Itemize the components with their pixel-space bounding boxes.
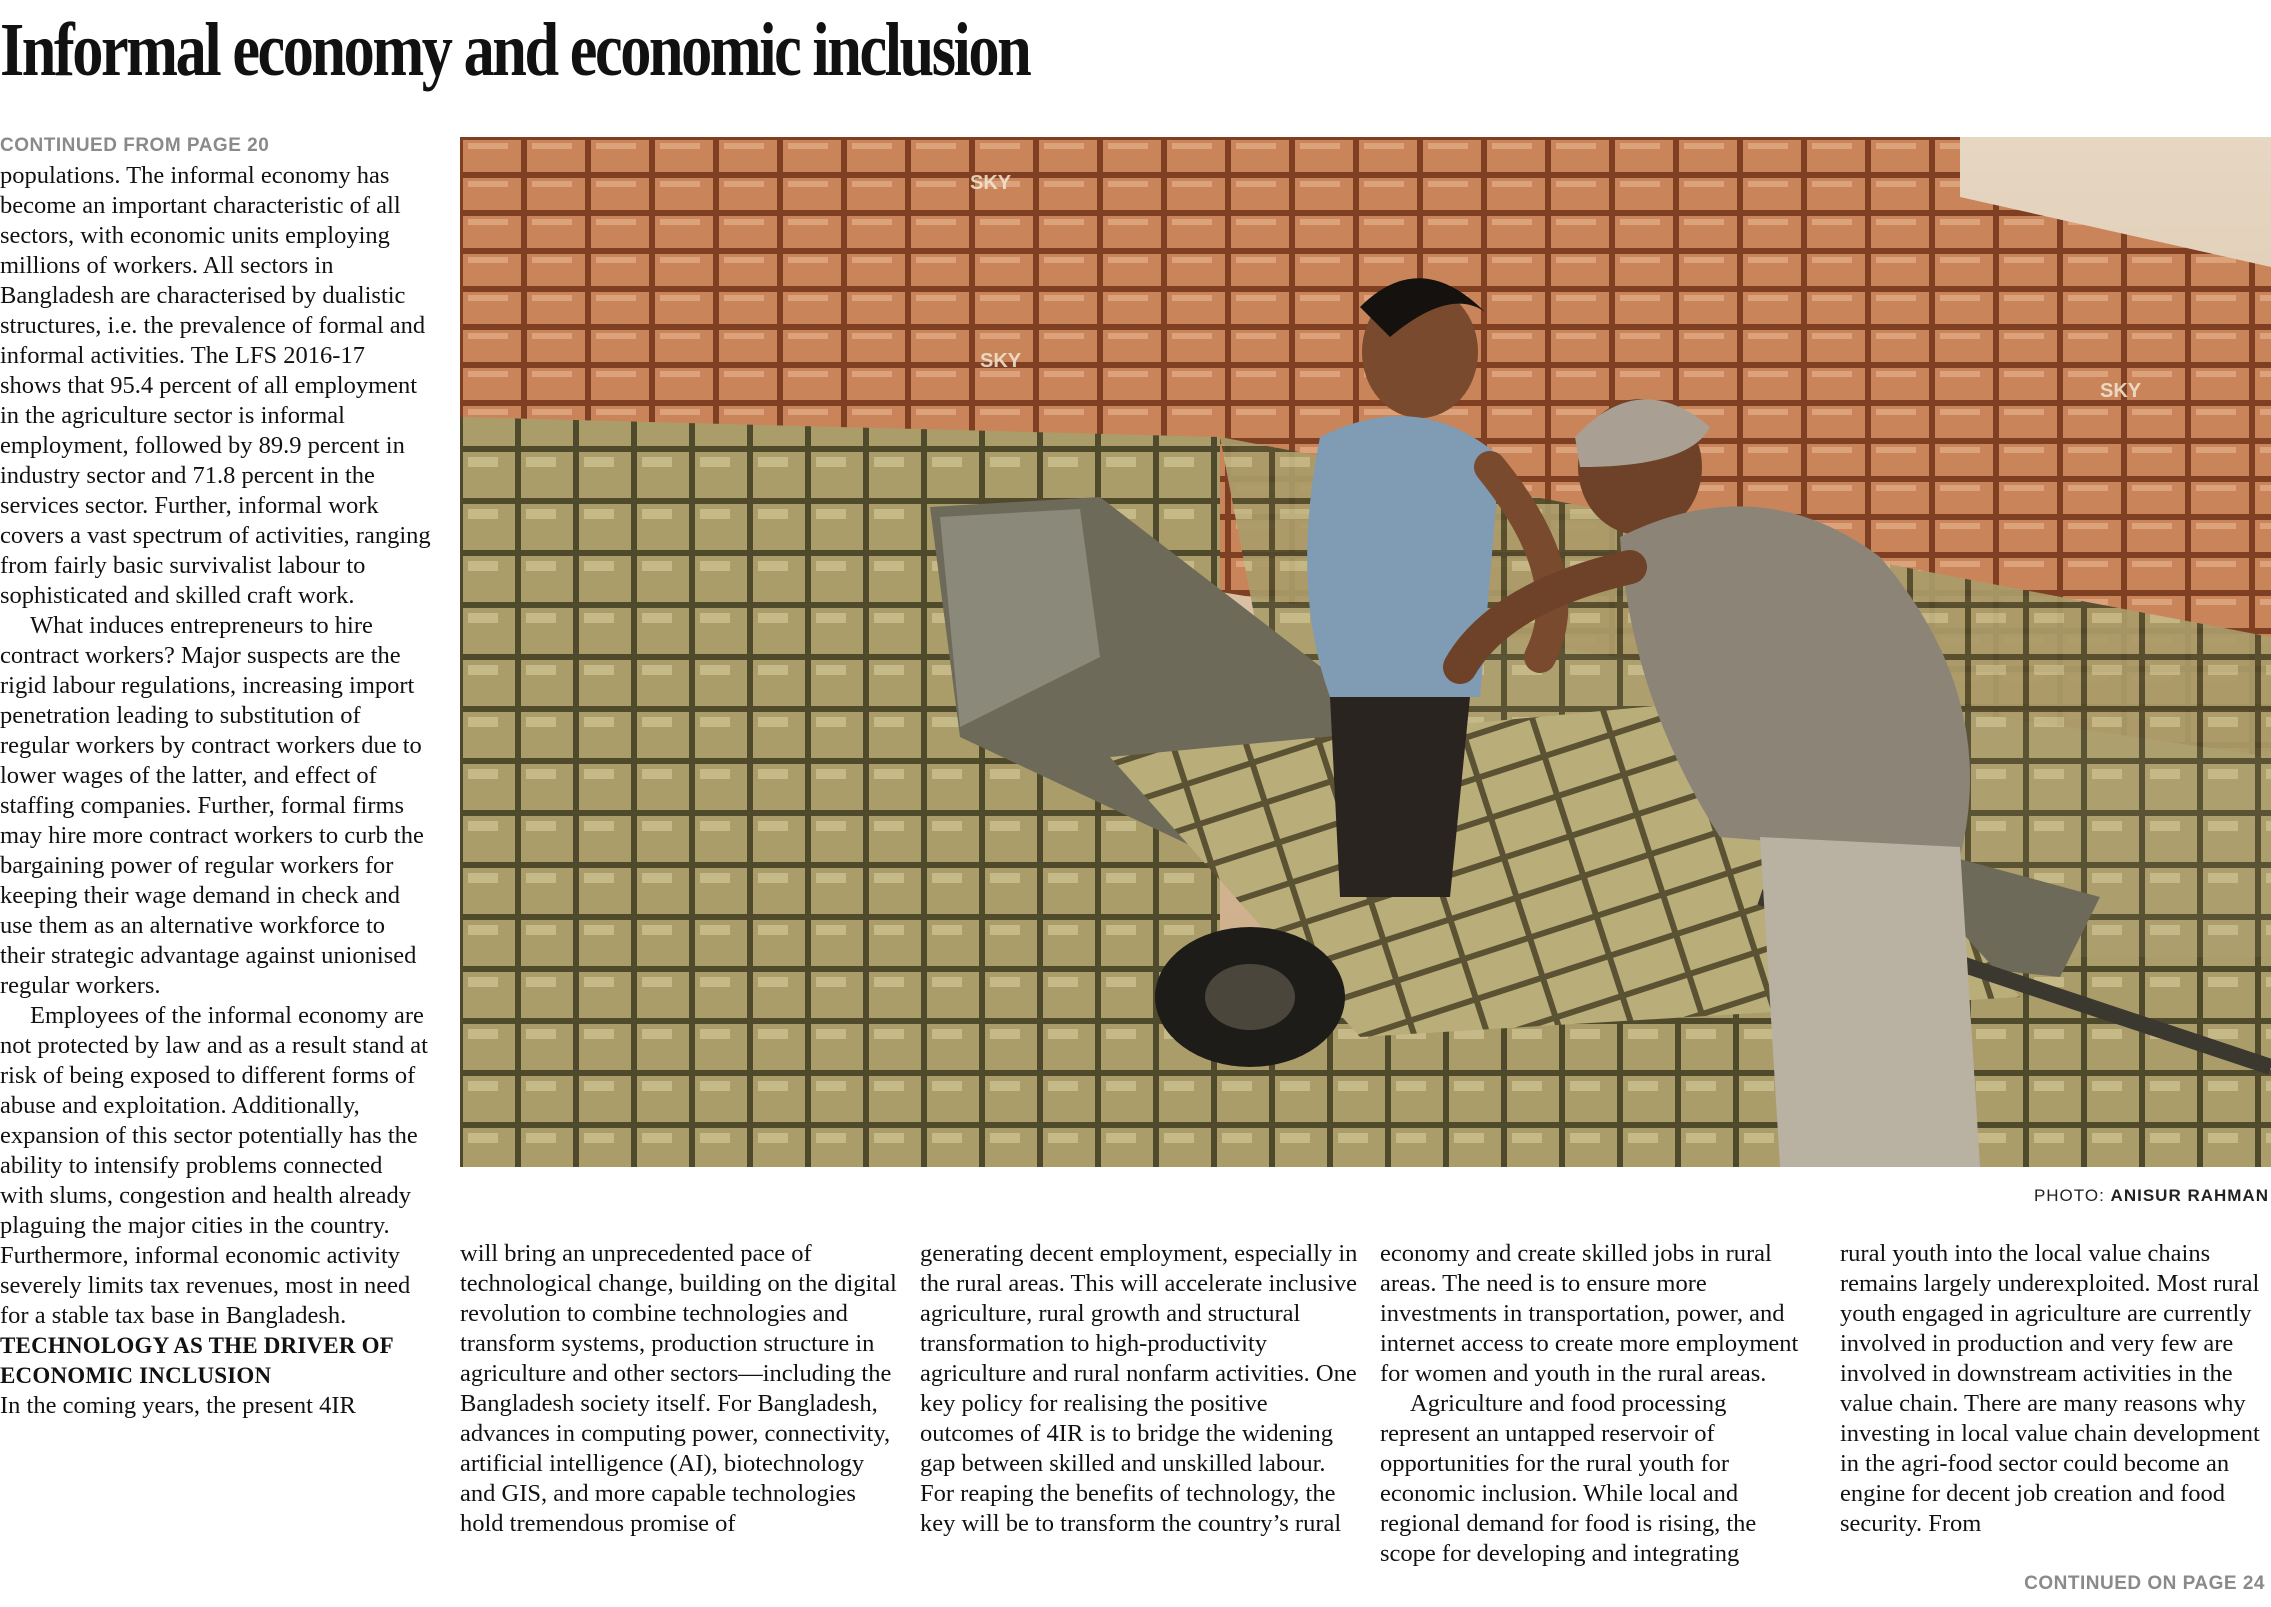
paragraph: generating decent employment, especially in the rural areas. This will accelerate inclusive agriculture, rural growth and structural transformation to high-productivity agriculture and rural nonfarm activities. One key policy for realising the positive outcomes of 4IR is to bridge the widening gap between skilled and unskilled labour. For reaping the benefits of technology, the key will be to transform the country’s rural [920, 1240, 1358, 1537]
paragraph: economy and create skilled jobs in rural areas. The need is to ensure more investments in transportation, power, and internet access to create more employment for women and youth in the rural areas. [1380, 1240, 1799, 1387]
paragraph: populations. The informal economy has become an important characteristic of all sectors, with economic units employing millions of workers. All sectors in Bangladesh are characterised by dualistic structures, i.e. the prevalence of formal and informal activities. The LFS 2016-17 shows that 95.4 percent of all employment in the agriculture sector is informal employment, followed by 89.9 percent in industry sector and 71.8 percent in the services sector. Further, informal work covers a vast spectrum of activities, ranging from fairly basic survivalist labour to sophisticated and skilled craft work. [0, 162, 431, 609]
article-column-4 [1380, 1239, 1818, 1569]
brick-stamp-text: SKY [980, 350, 1022, 372]
photo-credit-name: ANISUR RAHMAN [2110, 1186, 2269, 1205]
paragraph: will bring an unprecedented pace of technological change, building on the digital revolution to combine technologies and transform systems, production structure in agriculture and other sectors—including the Bangladesh society itself. For Bangladesh, advances in computing power, connectivity, artificial intelligence (AI), biotechnology and GIS, and more capable technologies hold tremendous promise of [460, 1240, 897, 1537]
photo-credit [2034, 1186, 2269, 1206]
article-column-2 [460, 1239, 898, 1539]
paragraph: Employees of the informal economy are not protected by law and as a result stand at risk of being exposed to different forms of abuse and exploitation. Additionally, expansion of this sector potentially has the ability to intensify problems connected with slums, congestion and health already plaguing the major cities in the country. Furthermore, informal economic activity severely limits tax revenues, most in need for a stable tax base in Bangladesh. [0, 1002, 428, 1329]
headline: Informal economy and economic inclusion [0, 8, 1030, 92]
paragraph: rural youth into the local value chains remains largely underexploited. Most rural youth engaged in agriculture are currently involved in production and very few are involved in downstream activities in the value chain. There are many reasons why investing in local value chain development in the agri-food sector could become an engine for decent job creation and food security. From [1840, 1240, 2260, 1537]
brick-stamp-text: SKY [2100, 380, 2142, 402]
brick-stamp-text: SKY [970, 172, 1012, 194]
article-column-1 [0, 161, 432, 1421]
article-column-3 [920, 1239, 1358, 1539]
continued-from-label: CONTINUED FROM PAGE 20 [0, 135, 270, 156]
subheading: TECHNOLOGY AS THE DRIVER OF ECONOMIC INCLUSION [0, 1333, 394, 1388]
continued-on-label: CONTINUED ON PAGE 24 [2024, 1573, 2265, 1594]
brick-workers-photo [460, 137, 2271, 1167]
photo-illustration [460, 137, 2271, 1167]
photo-credit-label: PHOTO: [2033, 1186, 2105, 1205]
article-column-5 [1840, 1239, 2270, 1539]
paragraph: What induces entrepreneurs to hire contract workers? Major suspects are the rigid labour regulations, increasing import penetration leading to substitution of regular workers by contract workers due to lower wages of the latter, and effect of staffing companies. Further, formal firms may hire more contract workers to curb the bargaining power of regular workers for keeping their wage demand in check and use them as an alternative workforce to their strategic advantage against unionised regular workers. [0, 612, 424, 999]
paragraph: In the coming years, the present 4IR [0, 1392, 356, 1419]
paragraph: Agriculture and food processing represent an untapped reservoir of opportunities for the rural youth for economic inclusion. While local and regional demand for food is rising, the scope for developing and integrating [1380, 1390, 1757, 1567]
